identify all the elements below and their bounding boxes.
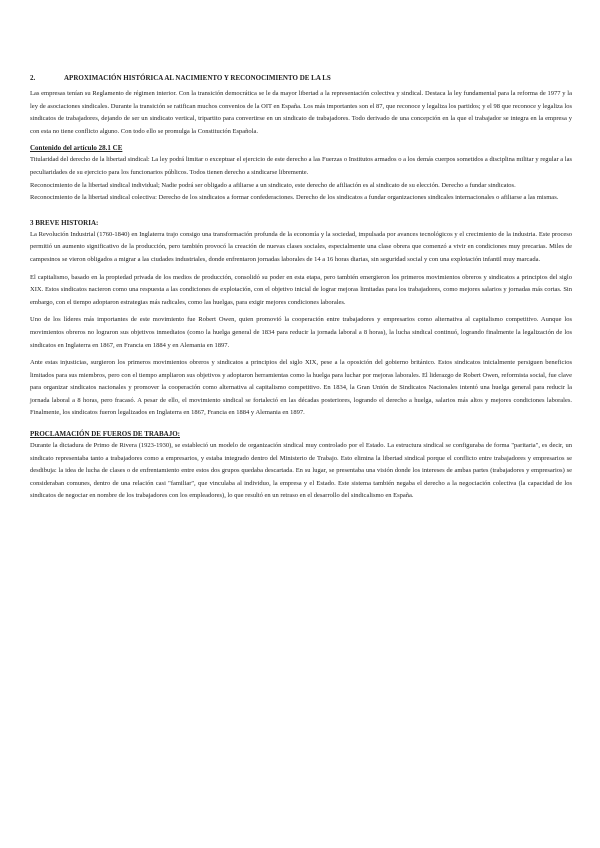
history-paragraph-3: Uno de los líderes más importantes de este movimiento fue Robert Owen, quien promovió la cooperación entre trabajadores y empresarios como alternativa al capitalismo competitivo. Aunque los movimientos obreros no lograron sus objetivos inmediatos (como la huelga general de 1834 para reducir la jornada laboral a 8 horas), la lucha sindical continuó, logrando finalmente la legalización de los sindicatos en Inglaterra en 1867, en Francia en 1884 y en Alemania en 1897. bbox=[30, 316, 572, 349]
article-paragraph-individual: Reconocimiento de la libertad sindical individual; Nadie podrá ser obligado a afiliarse a un sindicato, este derecho de afiliación es al sindicato de su elección. Derecho a fundar sindicatos. bbox=[30, 181, 516, 189]
breve-historia-heading: 3 BREVE HISTORIA: bbox=[30, 218, 99, 227]
history-paragraph-4: Ante estas injusticias, surgieron los primeros movimientos obreros y sindicatos a principios del siglo XIX, pese a la oposición del gobierno británico. Estos sindicatos inicialmente persiguen beneficios limitados para sus miembros, pero con el tiempo ampliaron sus objetivos y adoptaron herramientas como la huelga para luchar por mejoras laborales. El liderazgo de Robert Owen, reformista social, fue clave para organizar sindicatos nacionales y promover la cooperación como alternativa al capitalismo competitivo. En 1834, la Gran Unión de Sindicatos Nacionales intentó una huelga general para reducir la jornada laboral a 8 horas, pero fracasó. A pesar de ello, el movimiento sindical se fortaleció en las décadas posteriores, logrando el derecho a huelga, salarios más altos y mejores condiciones laborales. Finalmente, los sindicatos fueron legalizados en Inglaterra en 1867, Francia en 1884 y Alemania en 1897. bbox=[30, 359, 572, 417]
section-title: APROXIMACIÓN HISTÓRICA AL NACIMIENTO Y RECONOCIMIENTO DE LA LS bbox=[64, 74, 331, 82]
document-body bbox=[30, 72, 572, 503]
section-2-heading bbox=[30, 72, 572, 84]
article-paragraph-titularidad: Titularidad del derecho de la libertad sindical: La ley podrá limitar o exceptuar el ejercicio de este derecho a las Fuerzas o Institutos armados o a los demás cuerpos sometidos a disciplina militar y regular a las peculiaridades de su ejercicio para los funcionarios públicos. Todos tienen derecho a sindicarse libremente. bbox=[30, 156, 572, 176]
fueros-paragraph: Durante la dictadura de Primo de Rivera (1923-1930), se estableció un modelo de organización sindical muy controlado por el Estado. La estructura sindical se configuraba de forma "paritaria", es decir, un sindicato representaba tanto a trabajadores como a empresarios, y estaba integrado dentro del Ministerio de Trabajo. Esto elimina la libertad sindical porque el conflicto entre trabajadores y empresarios se desdibuja: la idea de lucha de clases o de enfrentamiento entre estos dos grupos quedaba descartada. En su lugar, se presentaba una visión donde los intereses de ambas partes (trabajadores y empresarios) se consideraban comunes, dentro de una relación casi "familiar", que vinculaba al individuo, la empresa y el Estado. Este sistema también negaba el derecho a la negociación colectiva (la capacidad de los sindicatos de negociar en nombre de los trabajadores con los empleadores), lo que resultó en un retraso en el desarrollo del sindicalismo en España. bbox=[30, 442, 572, 500]
history-paragraph-1: La Revolución Industrial (1760-1840) en Inglaterra trajo consigo una transformación profunda de la economía y la sociedad, impulsada por avances tecnológicos y el crecimiento de la industria. Este proceso permitió un aumento significativo de la producción, pero también provocó la creación de nuevas clases sociales, especialmente una clase obrera que comenzó a vivir en condiciones muy precarias. Miles de campesinos se vieron obligados a migrar a las ciudades industriales, donde enfrentaron jornadas laborales de 14 a 16 horas diarias, sin seguridad social y con una explotación infantil muy marcada. bbox=[30, 230, 572, 263]
intro-paragraph: Las empresas tenían su Reglamento de régimen interior. Con la transición democrática se le da mayor libertad a la representación colectiva y sindical. Destaca la ley fundamental para la reforma de 1977 y la ley de asociaciones sindicales. Durante la transición se ratifican muchos convenios de la OIT en España. Los más importantes son el 87, que reconoce y legaliza los partidos; y el 98 que reconoce y legaliza los sindicatos de trabajadores, dejando de ser un sindicato vertical, tripartito para convertirse en un sindicato de trabajadores. Todo derivado de una concepción en la que el trabajador se integra en la empresa y con esta no tiene conflicto alguno. Con todo ello se promulga la Constitución Española. bbox=[30, 90, 572, 135]
fueros-heading: PROCLAMACIÓN DE FUEROS DE TRABAJO: bbox=[30, 430, 180, 439]
history-paragraph-2: El capitalismo, basado en la propiedad privada de los medios de producción, consolidó su poder en esta etapa, pero también emergieron los primeros movimientos obreros y sindicatos a principios del siglo XIX. Estos sindicatos nacieron como una respuesta a las condiciones de explotación, con el objetivo inicial de lograr mejoras limitadas para los trabajadores, como mejores salarios y jornadas más cortas. Sin embargo, con el tiempo adoptaron estrategias más radicales, como las huelgas, para exigir mejores condiciones laborales. bbox=[30, 273, 572, 306]
section-number: 2. bbox=[30, 74, 36, 82]
article-28-heading: Contenido del artículo 28.1 CE bbox=[30, 144, 123, 153]
article-paragraph-colectiva: Reconocimiento de la libertad sindical colectiva: Derecho de los sindicatos a formar confederaciones. Derecho de los sindicatos a fundar organizaciones sindicales internacionales o afiliarse a las mismas. bbox=[30, 194, 559, 202]
